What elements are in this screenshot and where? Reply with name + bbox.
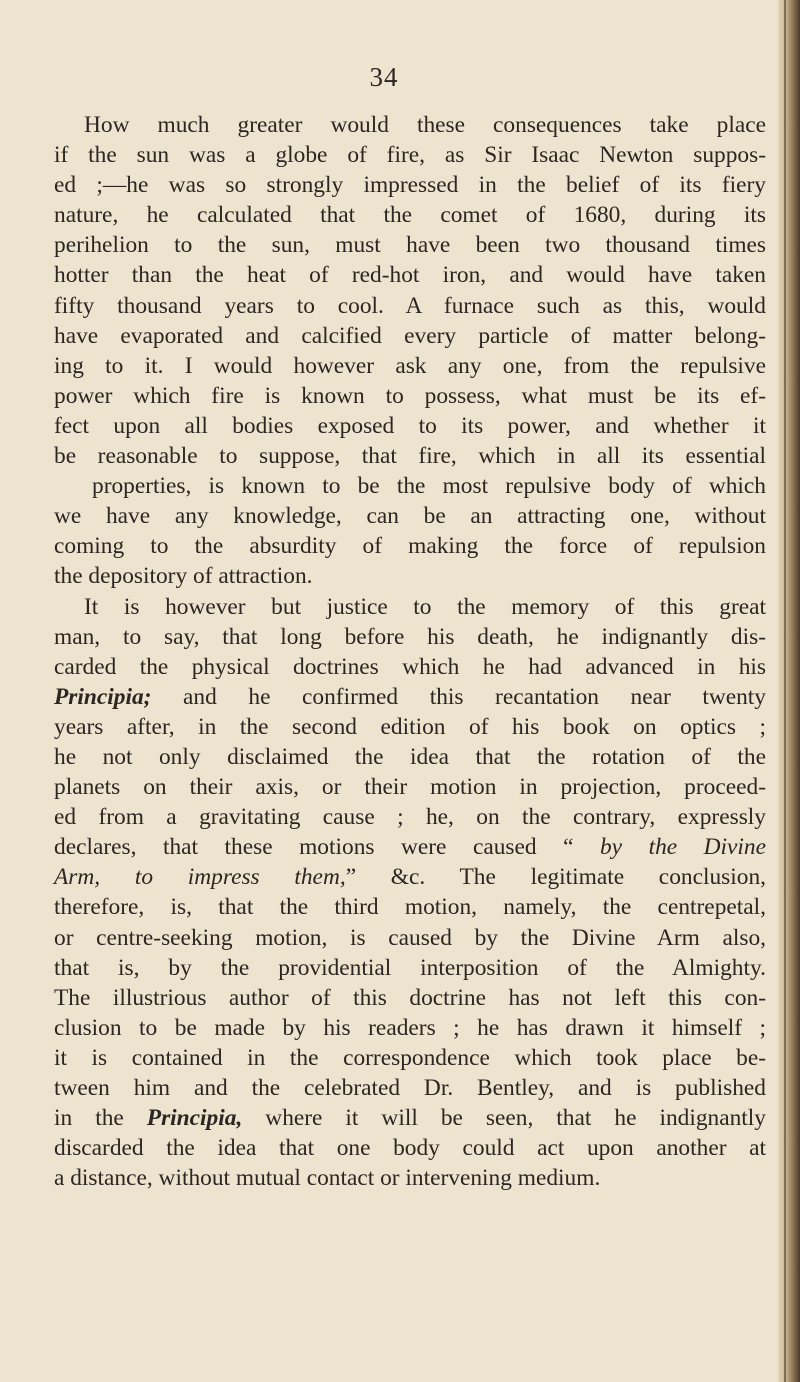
text-line-rest: ” &c. The legitimate conclusion,	[345, 864, 766, 891]
text-line: if the sun was a globe of fire, as Sir Isaac Newton suppos-	[54, 142, 766, 169]
text-line: or centre-seeking motion, is caused by the Divine Arm also,	[54, 924, 766, 951]
text-line: tween him and the celebrated Dr. Bentley, and is published	[54, 1075, 766, 1101]
text-line: have evaporated and calcified every particle of matter belong-	[54, 322, 766, 349]
text-line-start: in the	[54, 1105, 147, 1132]
text-line: The illustrious author of this doctrine has not left this con-	[54, 984, 766, 1011]
text-line: that is, by the providential interposition of the Almighty.	[54, 954, 766, 981]
emphasis-arm: Arm, to impress them,	[54, 864, 346, 891]
book-spine-edge	[778, 0, 800, 1382]
text-line: carded the physical doctrines which he had advanced in his	[54, 653, 766, 680]
text-line: ed ;—he was so strongly impressed in the belief of its fiery	[54, 172, 766, 199]
text-line: properties, is known to be the most repulsive body of which	[92, 473, 766, 500]
text-line: the depository of attraction.	[54, 563, 313, 590]
text-line-start: declares, that these motions were caused “	[54, 834, 600, 861]
text-line: be reasonable to suppose, that fire, which in all its essential	[54, 443, 766, 470]
text-line: coming to the absurdity of making the force of repulsion	[54, 533, 766, 560]
text-line: ing to it. I would however ask any one, from the repulsive	[54, 352, 766, 379]
spine-shadow-line	[784, 0, 786, 1382]
text-line: It is however but justice to the memory of this great	[84, 593, 766, 620]
body-text	[54, 110, 766, 1193]
text-line: fect upon all bodies exposed to its power, and whether it	[54, 412, 766, 439]
text-line: we have any knowledge, can be an attracting one, without	[54, 503, 766, 530]
text-line: man, to say, that long before his death, he indignantly dis-	[54, 623, 766, 650]
text-line: clusion to be made by his readers ; he has drawn it himself ;	[54, 1014, 766, 1041]
text-line-rest: and he confirmed this recantation near twenty	[151, 683, 766, 710]
page-number: 34	[369, 62, 399, 92]
text-line: he not only disclaimed the idea that the rotation of the	[54, 743, 766, 770]
emphasis-divine: by the Divine	[599, 834, 766, 861]
text-line: planets on their axis, or their motion in projection, proceed-	[54, 774, 766, 801]
text-line	[54, 1103, 766, 1133]
text-line: fifty thousand years to cool. A furnace such as this, would	[54, 292, 766, 319]
text-line: hotter than the heat of red-hot iron, and would have taken	[54, 262, 766, 289]
text-line: nature, he calculated that the comet of 1680, during its	[54, 202, 766, 229]
text-line: power which fire is known to possess, what must be its ef-	[54, 382, 766, 409]
text-line-rest: where it will be seen, that he indignantly	[242, 1105, 767, 1132]
text-line	[54, 832, 766, 862]
text-line: years after, in the second edition of his book on optics ;	[54, 713, 766, 740]
text-line: ed from a gravitating cause ; he, on the contrary, expressly	[54, 804, 766, 831]
text-line: it is contained in the correspondence which took place be-	[54, 1044, 766, 1071]
emphasis-principia: Principia,	[146, 1105, 243, 1132]
text-line	[54, 862, 766, 892]
text-line: a distance, without mutual contact or intervening medium.	[54, 1165, 601, 1192]
text-line	[54, 682, 766, 712]
text-line: How much greater would these consequences take place	[84, 112, 766, 138]
text-line: perihelion to the sun, must have been two thousand times	[54, 232, 766, 259]
text-line: discarded the idea that one body could act upon another at	[54, 1135, 766, 1162]
text-line: therefore, is, that the third motion, namely, the centrepetal,	[54, 894, 766, 921]
emphasis-principia: Principia;	[54, 683, 152, 710]
